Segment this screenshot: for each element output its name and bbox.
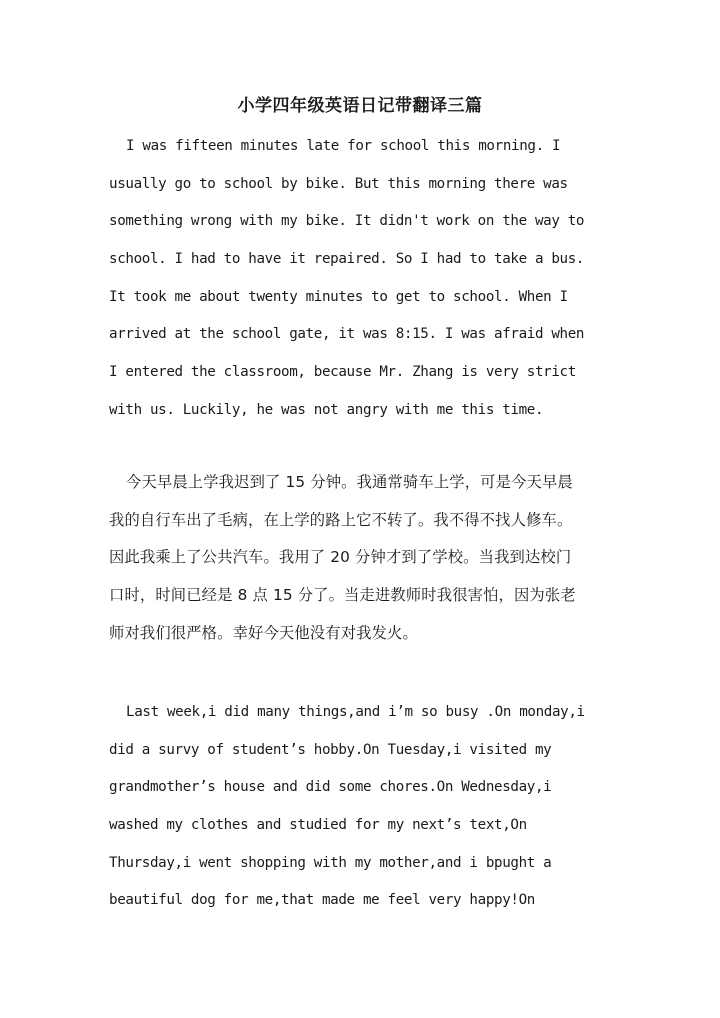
- text-line: washed my clothes and studied for my next’s text,On: [109, 817, 527, 834]
- text-line: Thursday,i went shopping with my mother,and i bpught a: [109, 854, 552, 871]
- text-line: 今天早晨上学我迟到了 15 分钟。我通常骑车上学，可是今天早晨: [126, 473, 573, 491]
- text-line: school. I had to have it repaired. So I had to take a bus.: [109, 251, 585, 268]
- text-line: beautiful dog for me,that made me feel very happy!On: [109, 892, 535, 909]
- text-line: Last week,i did many things,and i’m so busy .On monday,i: [126, 704, 585, 720]
- text-line: 师对我们很严格。幸好今天他没有对我发火。: [109, 623, 418, 642]
- text-line: usually go to school by bike. But this morning there was: [109, 175, 568, 192]
- text-line: It took me about twenty minutes to get to school. When I: [109, 288, 568, 305]
- text-line: something wrong with my bike. It didn't work on the way to: [109, 213, 585, 230]
- english-diary-paragraph-2: [109, 694, 619, 920]
- chinese-translation-paragraph: [109, 464, 619, 652]
- text-line: 我的自行车出了毛病，在上学的路上它不转了。我不得不找人修车。: [109, 510, 573, 529]
- text-line: 口时，时间已经是 8 点 15 分了。当走进教师时我很害怕，因为张老: [109, 586, 576, 605]
- document-title: 小学四年级英语日记带翻译三篇: [237, 96, 483, 116]
- text-line: I was fifteen minutes late for school this morning. I: [126, 138, 561, 154]
- text-line: did a survy of student’s hobby.On Tuesday,i visited my: [109, 741, 552, 758]
- text-line: arrived at the school gate, it was 8:15. I was afraid when: [109, 326, 585, 343]
- text-line: 因此我乘上了公共汽车。我用了 20 分钟才到了学校。当我到达校门: [109, 548, 572, 567]
- english-diary-paragraph-1: [109, 128, 619, 430]
- text-line: I entered the classroom, because Mr. Zhang is very strict: [109, 364, 576, 381]
- text-line: with us. Luckily, he was not angry with me this time.: [109, 401, 544, 418]
- text-line: grandmother’s house and did some chores.On Wednesday,i: [109, 779, 552, 796]
